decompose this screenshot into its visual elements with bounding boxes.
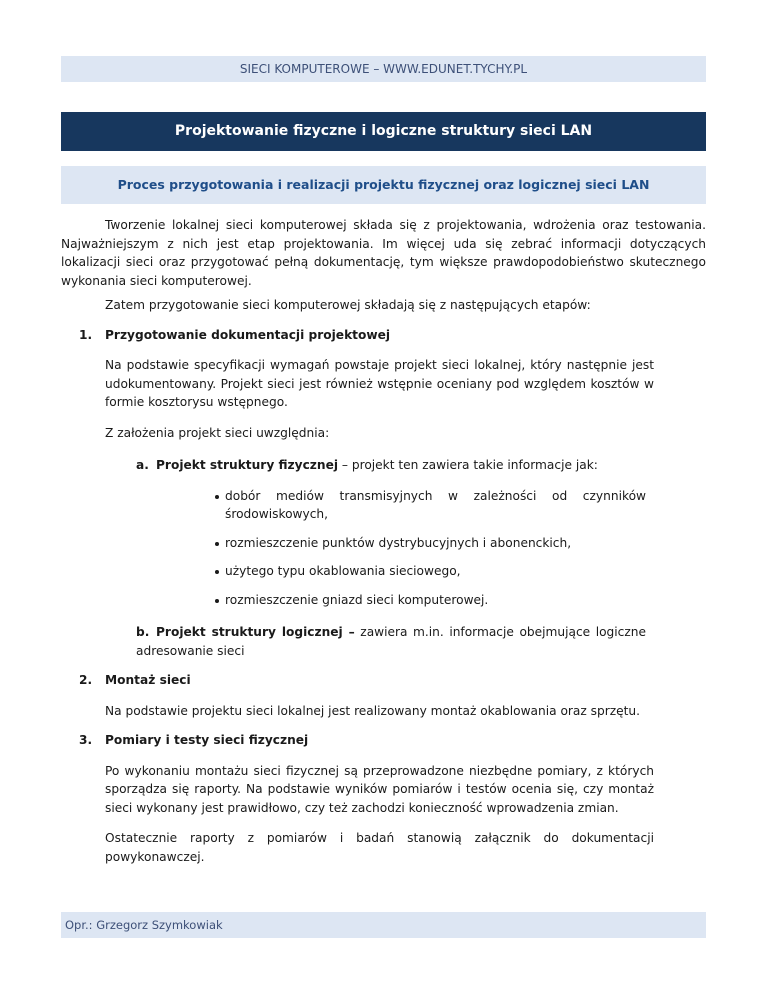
document-title bbox=[61, 112, 706, 151]
footer-author: Opr.: Grzegorz Szymkowiak bbox=[65, 918, 223, 932]
step-3-heading bbox=[61, 731, 706, 750]
list-item: użytego typu okablowania sieciowego, bbox=[215, 562, 646, 581]
sub-item-a-label: a. bbox=[136, 458, 149, 472]
sub-item-a-title: Projekt struktury fizycznej bbox=[156, 458, 339, 472]
lead-paragraph: Zatem przygotowanie sieci komputerowej składają się z następujących etapów: bbox=[105, 298, 591, 312]
step-3-body: Po wykonaniu montażu sieci fizycznej są przeprowadzone niezbędne pomiary, z których sporządza się raporty. Na podstawie wyników pomiarów i testów ocenia się, czy montaż sieci wykonany jest prawidłowo, czy też zachodzi konieczność wprowadzenia zmian. bbox=[105, 763, 654, 815]
step-2-body: Na podstawie projektu sieci lokalnej jest realizowany montaż okablowania oraz sprzętu. bbox=[105, 703, 641, 718]
step-3-body-2: Ostatecznie raporty z pomiarów i badań stanowią załącznik do dokumentacji powykonawczej. bbox=[105, 831, 654, 864]
step-2-heading bbox=[61, 671, 706, 690]
header-text: SIECI KOMPUTEROWE – WWW.EDUNET.TYCHY.PL bbox=[239, 62, 528, 76]
physical-structure-list bbox=[61, 487, 706, 610]
sub-item-a bbox=[61, 456, 706, 475]
sub-item-b-label: b. bbox=[136, 625, 150, 639]
list-item: rozmieszczenie punktów dystrybucyjnych i abonenckich, bbox=[215, 534, 646, 553]
page-footer bbox=[61, 912, 706, 938]
intro-paragraph: Tworzenie lokalnej sieci komputerowej składa się z projektowania, wdrożenia oraz testowania. Najważniejszym z nich jest etap projektowania. Im więcej uda się zebrać informacji dotyczących lokalizacji sieci oraz przygotować pełną dokumentację, tym większe prawdopodobieństwo skutecznego wykonania sieci komputerowej. bbox=[61, 218, 706, 288]
step-3-title: Pomiary i testy sieci fizycznej bbox=[105, 733, 309, 747]
step-1-number: 1. bbox=[79, 327, 93, 342]
document-title-text: Projektowanie fizyczne i logiczne struktury sieci LAN bbox=[174, 123, 593, 139]
list-item: rozmieszczenie gniazd sieci komputerowej. bbox=[215, 591, 646, 610]
section-subtitle-text: Proces przygotowania i realizacji projektu fizycznej oraz logicznej sieci LAN bbox=[117, 177, 650, 192]
sub-item-b-text: zawiera m.in. informacje obejmujące logiczne adresowanie sieci bbox=[136, 625, 646, 658]
step-1-body-2: Z założenia projekt sieci uwzględnia: bbox=[105, 425, 330, 440]
step-2-number: 2. bbox=[79, 673, 93, 687]
list-item: dobór mediów transmisyjnych w zależności od czynników środowiskowych, bbox=[215, 487, 646, 524]
step-1-body: Na podstawie specyfikacji wymagań powstaje projekt sieci lokalnej, który następnie jest udokumentowany. Projekt sieci jest również wstępnie oceniany pod względem kosztów w formie kosztorysu wstępnego. bbox=[105, 358, 654, 409]
step-1-title: Przygotowanie dokumentacji projektowej bbox=[105, 327, 391, 342]
document-body bbox=[61, 216, 706, 866]
step-3-number: 3. bbox=[79, 733, 93, 747]
page-header bbox=[61, 56, 706, 82]
step-2-title: Montaż sieci bbox=[105, 673, 191, 687]
sub-item-b bbox=[61, 623, 706, 660]
sub-item-b-title: Projekt struktury logicznej – bbox=[156, 625, 355, 639]
section-subtitle bbox=[61, 166, 706, 204]
sub-item-a-text: – projekt ten zawiera takie informacje jak: bbox=[338, 458, 598, 472]
step-1-heading bbox=[61, 326, 706, 345]
